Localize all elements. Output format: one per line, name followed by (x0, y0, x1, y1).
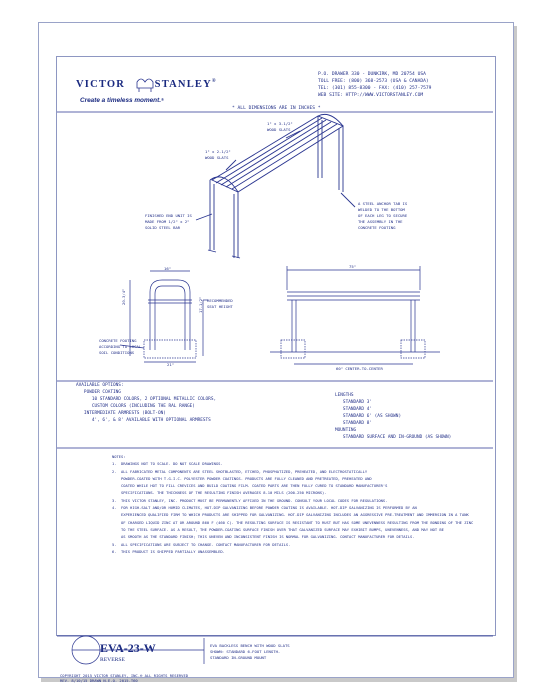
bench-front-view (270, 266, 440, 364)
callout-slats-2-line1: 1" x 2-1/2" (205, 149, 231, 154)
bench-isometric (196, 114, 355, 258)
note-line: 5. ALL SPECIFICATIONS ARE SUBJECT TO CHANGE. CONTACT MANUFACTURER FOR DETAILS. (112, 542, 291, 547)
note-line: 3. THIS VICTOR STANLEY, INC. PRODUCT MUST BE PERMANENTLY AFFIXED IN THE GROUND. CONSULT YOUR LOCAL CODES FOR REGULATIONS. (112, 498, 388, 503)
dim-depth: 21" (167, 362, 175, 367)
option-line: STANDARD 6' (AS SHOWN) (335, 414, 402, 419)
dim-length: 75" (349, 264, 357, 269)
callout-anchor-line4: THE ASSEMBLY IN THE (358, 219, 403, 224)
callout-end-unit-line2: MADE FROM 1/2" x 2" (145, 219, 190, 224)
option-line: STANDARD 3' (335, 400, 373, 405)
model-number: EVA-23-W (100, 641, 156, 655)
option-line: CUSTOM COLORS (INCLUDING THE RAL RANGE) (76, 404, 195, 409)
address-line: P.O. DRAWER 330 - DUNKIRK, MD 20754 USA (318, 72, 426, 77)
brand-logo-icon (137, 79, 153, 92)
trademark-mark: ® (211, 79, 217, 84)
note-line: 6. THIS PRODUCT IS SHIPPED PARTIALLY UNASSEMBLED. (112, 549, 225, 554)
brand-name-right: STANLEY (154, 79, 212, 90)
seat-height-label-1: RECOMMENDED (207, 298, 233, 303)
tagline-text: Create a timeless moment. (80, 97, 161, 104)
model-subtitle: REVERSE (100, 657, 125, 663)
note-line: SPECIFICATIONS. THE THICKNESS OF THE RESULTING FINISH AVERAGES 8-10 MILS (200-250 MICRONS). (112, 491, 327, 496)
callout-slats-1-line1: 1" x 3-1/2" (267, 121, 293, 126)
tagline-mark: ® (160, 97, 164, 102)
callout-slats-1-line2: WOOD SLATS (267, 127, 291, 132)
footing-note-3: SOIL CONDITIONS (99, 350, 135, 355)
option-line: MOUNTING (335, 428, 357, 433)
callout-anchor-line5: CONCRETE FOOTING (358, 225, 396, 230)
callout-end-unit-line3: SOLID STEEL BAR (145, 225, 181, 230)
description-line: STANDARD IN-GROUND MOUNT (210, 655, 267, 660)
option-line: 10 STANDARD COLORS, 2 OPTIONAL METALLIC COLORS, (76, 397, 217, 402)
note-line: EXPERIENCED QUALIFIED FIRM TO WHICH PRODUCTS ARE SHIPPED FOR GALVANIZING. HOT-DIP GALVANIZING INCLUDES AN AGGRESSIVE PRE-TREATMENT AND IMMERSION IN A TANK (112, 513, 469, 518)
address-line: WEB SITE: HTTP://WWW.VICTORSTANLEY.COM (318, 93, 424, 98)
address-line: TOLL FREE: (800) 368-2573 (USA & CANADA) (318, 79, 429, 84)
footing-note-2: ACCORDING TO LOCAL (99, 344, 142, 349)
option-line: 4', 6', & 8' AVAILABLE WITH OPTIONAL ARMRESTS (76, 418, 211, 423)
note-line: 4. FOR HIGH-SALT AND/OR HUMID CLIMATES, HOT-DIP GALVANIZING BEFORE POWDER COATING IS AVAILABLE. HOT-DIP GALVANIZING IS PERFORMED BY AN (112, 506, 417, 511)
dimension-note: * ALL DIMENSIONS ARE IN INCHES * (232, 106, 321, 111)
address-line: TEL: (301) 855-8300 - FAX: (410) 257-7579 (318, 86, 432, 91)
revision-text: REV. 8/10/15 DRAWN N.E.O. 2015-T60 (60, 677, 138, 683)
note-line: OF CHARGED LIQUID ZINC AT OR AROUND 860 F (460 C). THE RESULTING SURFACE IS RESISTANT TO RUST BUT HAS SOME UNEVENNESS RESULTING FROM THE BONDING OF THE ZINC (112, 520, 474, 525)
seat-height-label-2: SEAT HEIGHT (207, 304, 233, 309)
callout-anchor-line3: OF EACH LEG TO SECURE (358, 213, 408, 218)
option-line: POWDER COATING (76, 390, 121, 395)
dim-side-width: 16" (164, 266, 172, 271)
option-line: STANDARD 4' (335, 407, 373, 412)
bench-side-view (120, 271, 208, 362)
description-line: EVA BACKLESS BENCH WITH WOOD SLATS (210, 643, 290, 648)
copyright-text: COPYRIGHT 2015 VICTOR STANLEY, INC.® ALL RIGHTS RESERVED (60, 673, 189, 678)
option-line: AVAILABLE OPTIONS: (76, 383, 124, 388)
dim-height: 20-3/4" (121, 288, 126, 305)
option-line: INTERMEDIATE ARMRESTS (BOLT-ON) (76, 411, 166, 416)
note-line: COATED WHILE HOT TO FILL CREVICES AND BUILD COATING FILM. COATED PARTS ARE THEN FULLY CURED TO STANDARD MANUFACTURER'S (112, 484, 388, 489)
callout-end-unit-line1: FINISHED END UNIT IS (145, 213, 192, 218)
callout-anchor-line2: WELDED TO THE BOTTOM (358, 207, 405, 212)
callout-anchor-line1: A STEEL ANCHOR TAB IS (358, 201, 408, 206)
note-line: AS SMOOTH AS THE STANDARD FINISH; THIS UNEVEN AND INCONSISTENT FINISH IS NORMAL FOR GALVANIZING. CONTACT MANUFACTURER FOR DETAILS. (112, 535, 415, 540)
dim-seat: 17-1/2" (198, 296, 203, 313)
note-line: 2. ALL FABRICATED METAL COMPONENTS ARE STEEL SHOTBLASTED, ETCHED, PHOSPHATIZED, PREHEATED, AND ELECTROSTATICALLY (112, 469, 368, 474)
note-line: 1. DRAWINGS NOT TO SCALE. DO NOT SCALE DRAWINGS. (112, 462, 223, 467)
brand-name-left: VICTOR (76, 79, 126, 90)
callout-slats-2-line2: WOOD SLATS (205, 155, 229, 160)
dim-centers: 60" CENTER-TO-CENTER (336, 366, 383, 371)
description-line: SHOWN: STANDARD 6-FOOT LENGTH- (210, 649, 281, 654)
note-line: NOTES: (112, 455, 126, 459)
note-line: TO THE STEEL SURFACE. AS A RESULT, THE POWDER-COATING SURFACE FINISH OVER THAT GALVANIZED SURFACE MAY EXHIBIT BUMPS, UNEVENNESS, AND MAY NOT BE (112, 527, 444, 532)
option-line: LENGTHS (335, 393, 354, 398)
option-line: STANDARD SURFACE AND IN-GROUND (AS SHOWN) (335, 435, 452, 440)
option-line: STANDARD 8' (335, 421, 373, 426)
footing-note-1: CONCRETE FOOTING (99, 338, 137, 343)
note-line: POWDER-COATED WITH T.G.I.C. POLYESTER POWDER COATINGS. PRODUCTS ARE FULLY CLEANED AND PRETREATED, PREHEATED AND (112, 476, 372, 481)
